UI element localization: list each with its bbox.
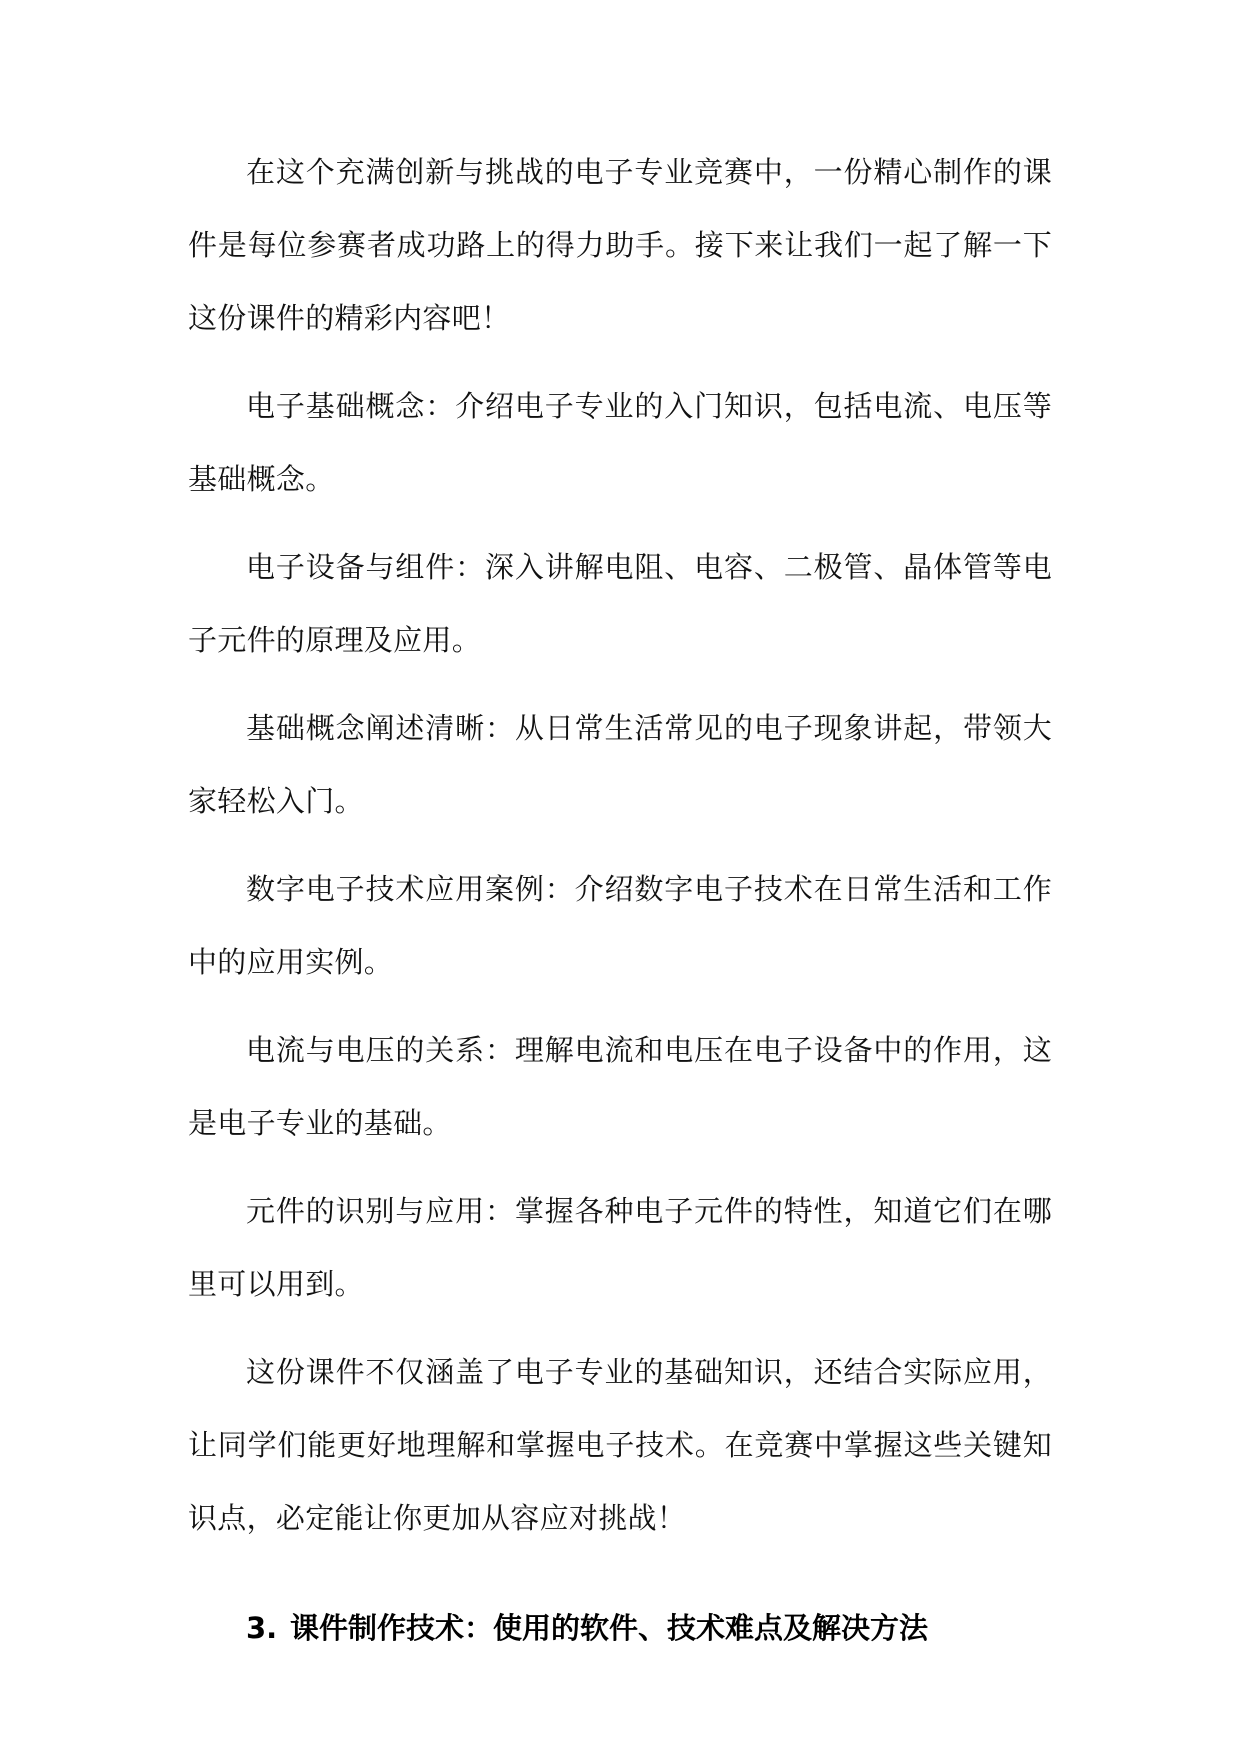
paragraph-digital-cases: 数字电子技术应用案例：介绍数字电子技术在日常生活和工作中的应用实例。 [188,872,1052,979]
paragraph-current-voltage: 电流与电压的关系：理解电流和电压在电子设备中的作用，这是电子专业的基础。 [188,1033,1052,1140]
paragraph-clear-concepts: 基础概念阐述清晰：从日常生活常见的电子现象讲起，带领大家轻松入门。 [188,711,1052,818]
document-body [188,136,1052,1665]
paragraph-intro: 在这个充满创新与挑战的电子专业竞赛中，一份精心制作的课件是每位参赛者成功路上的得力助手。接下来让我们一起了解一下这份课件的精彩内容吧！ [188,155,1052,335]
section-title: 课件制作技术：使用的软件、技术难点及解决方法 [290,1611,929,1645]
paragraph-devices-components: 电子设备与组件：深入讲解电阻、电容、二极管、晶体管等电子元件的原理及应用。 [188,550,1052,657]
paragraph-component-identification: 元件的识别与应用：掌握各种电子元件的特性，知道它们在哪里可以用到。 [188,1194,1052,1301]
section-number: 3. [246,1611,278,1645]
paragraph-electronic-basics: 电子基础概念：介绍电子专业的入门知识，包括电流、电压等基础概念。 [188,389,1052,496]
section-heading [188,1592,1052,1665]
paragraph-summary: 这份课件不仅涵盖了电子专业的基础知识，还结合实际应用，让同学们能更好地理解和掌握电子技术。在竞赛中掌握这些关键知识点，必定能让你更加从容应对挑战！ [188,1355,1052,1535]
